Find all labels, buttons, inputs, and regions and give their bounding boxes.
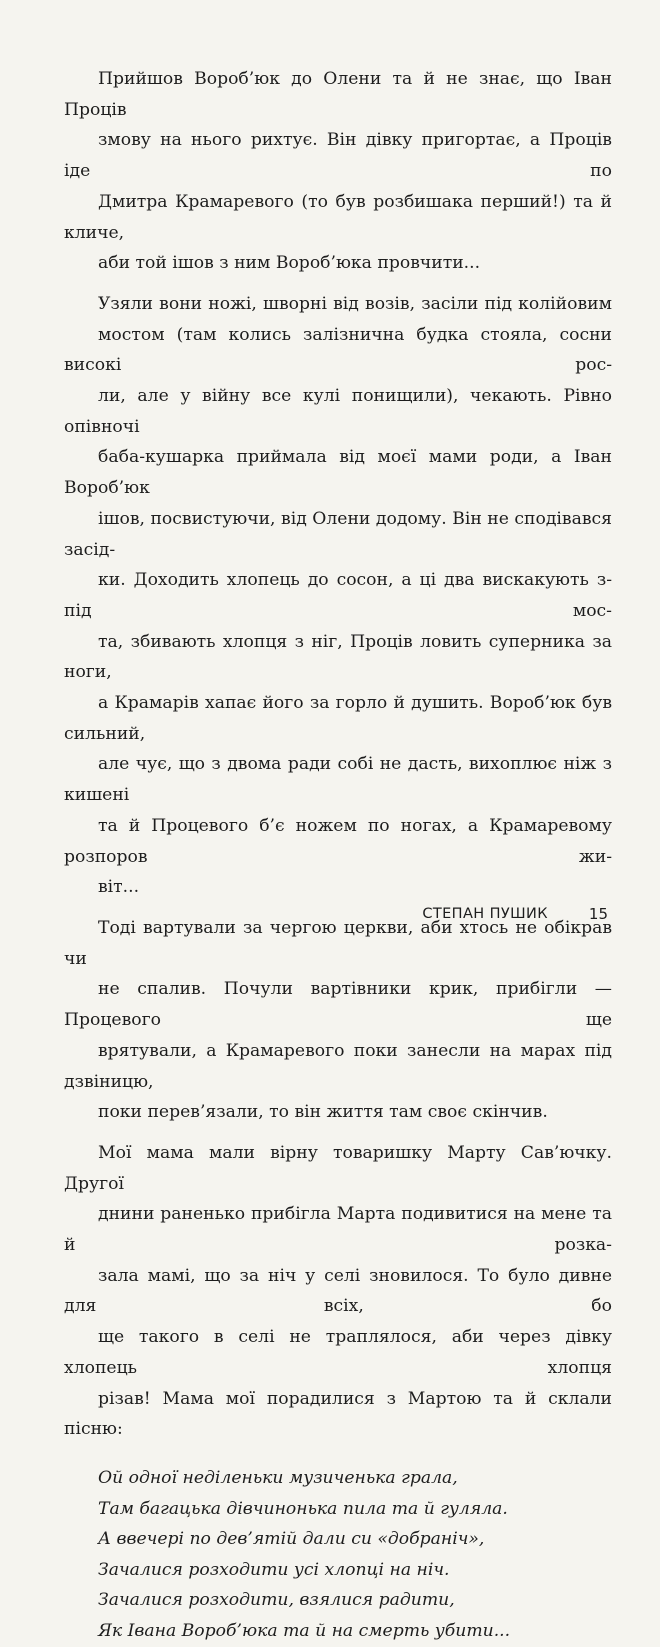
text-line: зала мамі, що за ніч у селі зновилося. То було дивне для всіх, бо — [64, 1265, 612, 1317]
text-line: аби той ішов з ним Вороб’юка провчити... — [98, 253, 481, 274]
text-line: але чує, що з двома ради собі не дасть, вихоплює ніж з кишені — [64, 754, 612, 806]
text-line: мостом (там колись залізнична будка стояла, сосни високі рос- — [64, 324, 612, 376]
text-line: та й Процевого б’є ножем по ногах, а Крамаревому розпоров жи- — [64, 815, 612, 867]
text-line: Тоді вартували за чергою церкви, аби хтось не обікрав чи — [64, 917, 612, 969]
song-verse: А ввечері по дев’ятій дали си «добраніч», — [98, 1529, 485, 1550]
paragraph — [64, 1138, 612, 1445]
text-line: баба-кушарка приймала від моєї мами роди, а Іван Вороб’юк — [64, 447, 612, 499]
paragraph — [64, 289, 612, 903]
text-line: Мої мама мали вірну товаришку Марту Сав’ючку. Другої — [64, 1142, 612, 1194]
text-line: не спалив. Почули вартівники крик, прибігли — Процевого ще — [64, 979, 612, 1031]
song-verse: Як Івана Вороб’юка та й на смерть убити... — [98, 1620, 511, 1641]
text-line: віт... — [98, 877, 140, 898]
song-verse: Зачалися розходити, взялися радити, — [98, 1590, 455, 1611]
text-line: та, збивають хлопця з ніг, Проців ловить суперника за ноги, — [64, 631, 612, 683]
running-footer-author: СТЕПАН ПУШИК — [422, 906, 548, 922]
text-line: різав! Мама мої порадилися з Мартою та й склали пісню: — [64, 1388, 612, 1440]
text-line: змову на нього рихтує. Він дівку пригортає, а Проців іде по — [64, 130, 612, 182]
text-line: Прийшов Вороб’юк до Олени та й не знає, що Іван Проців — [64, 69, 612, 120]
page-text-block — [64, 64, 612, 1641]
text-line: поки перев’язали, то він життя там своє скінчив. — [98, 1102, 548, 1123]
song-verse: Там багацька дівчинонька пила та й гуляла. — [98, 1498, 508, 1519]
text-line: врятували, а Крамаревого поки занесли на марах під дзвіницю, — [64, 1040, 612, 1092]
song-verses — [98, 1463, 612, 1647]
prose-body — [64, 64, 612, 1445]
text-line: Узяли вони ножі, шворні від возів, засіли під колійовим — [98, 293, 612, 314]
text-line: ще такого в селі не траплялося, аби через дівку хлопець хлопця — [64, 1327, 612, 1378]
text-line: ки. Доходить хлопець до сосон, а ці два вискакують з-під мос- — [64, 570, 612, 621]
paragraph — [64, 64, 612, 279]
text-line: днини раненько прибігла Марта подивитися на мене та й розка- — [64, 1204, 612, 1256]
page-footer — [0, 906, 608, 936]
paragraph — [64, 913, 612, 1128]
song-verse: Зачалися розходити усі хлопці на ніч. — [98, 1559, 450, 1580]
text-line: ішов, посвистуючи, від Олени додому. Він не сподівався засід- — [64, 508, 612, 560]
text-line: ли, але у війну все кулі понищили), чекають. Рівно опівночі — [64, 386, 612, 437]
page-number: 15 — [588, 905, 608, 923]
song-verse: Ой одної неділеньки музиченька грала, — [98, 1467, 458, 1488]
text-line: а Крамарів хапає його за горло й душить. Вороб’юк був сильний, — [64, 693, 612, 744]
text-line: Дмитра Крамаревого (то був розбишака перший!) та й кличе, — [64, 191, 612, 243]
